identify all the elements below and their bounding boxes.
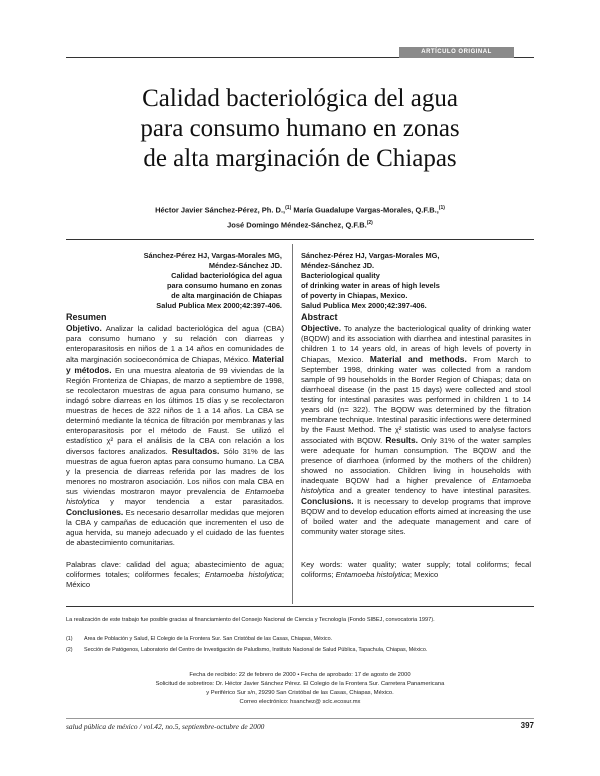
correspondence-line: y Periférico Sur s/n, 29290 San Cristóbal de las Casas, Chiapas, México. [206, 690, 394, 696]
title-line: de alta marginación de Chiapas [143, 145, 457, 172]
bottom-divider [66, 606, 534, 607]
affiliation-text: Area de Población y Salud, El Colegio de la Frontera Sur. San Cristóbal de las Casas, Chiapas, México. [84, 636, 333, 642]
citation-line: Salud Publica Mex 2000;42:397-406. [301, 301, 427, 310]
affiliation-marker: (1) [285, 205, 292, 211]
citation-line: para consumo humano en zonas [167, 281, 282, 290]
keywords-text: ; México [66, 570, 284, 589]
abstract-label: Resultados. [171, 446, 220, 456]
keywords-es [66, 560, 284, 590]
citation-line: Sánchez-Pérez HJ, Vargas-Morales MG, [143, 251, 282, 260]
abstract-label: Objective. [301, 323, 342, 333]
abstract-es [66, 312, 284, 548]
abstract-text: En una muestra aleatoria de 99 viviendas de la Región Fronteriza de Chiapas, de marzo a septiembre de 1998, se recolectaron muestras de agua para consumo humano, se indagó sobre diarreas en los últimos 15 días y se recolectaron muestras de heces de 322 niños de 1 a 14 años. La CBA se determinó mediante la técnica de filtración por membranas y las enteroparasitosis por el método de Faust. Se utilizó el estadístico χ² para el análisis de la CBA con relación a los diversos factores analizados. [66, 366, 284, 456]
abstract-text: It is necessary to develop programs that improve BQDW and to develop education efforts aimed at increasing the use of boiled water and the adequate management and care of community water storage sites. [301, 497, 531, 536]
citation-line: of drinking water in areas of high levels [301, 281, 440, 290]
dates-line: Fecha de recibido: 22 de febrero de 2000 • Fecha de aprobado: 17 de agosto de 2000 [189, 672, 411, 678]
author-name: José Domingo Méndez-Sánchez, Q.F.B. [227, 220, 367, 229]
keywords-label: Key words: [301, 560, 343, 569]
keywords-text: ; Mexico [409, 570, 439, 579]
abstract-text: Es necesario desarrollar medidas que mejoren la CBA y campañas de educación que incrementen el uso de agua hervida, su manejo adecuado y el cuidado de las fuentes de abastecimiento comunitarias. [66, 508, 284, 547]
abstract-text: From March to September 1998, drinking water was collected from a random sample of 99 households in the Border Region of Chiapas; data on diarrhoeal disease (in the past 15 days) were collected and stool testing for intestinal parasites was performed in children 1 to 14 years old (n= 322). The BQDW was determined by the filtration membrane technique. Intestinal parasitic infections were determined by the Faust Method. The χ² statistic was used to analyse factors associated with BQDW. [301, 355, 531, 445]
abstract-text: and a greater tendency to have intestinal parasites. [334, 486, 531, 495]
journal-footer: salud pública de méxico / vol.42, no.5, septiembre-octubre de 2000 [66, 722, 265, 731]
keywords-en [301, 560, 531, 580]
citation-line: Sánchez-Pérez HJ, Vargas-Morales MG, [301, 251, 440, 260]
citation-line: Méndez-Sánchez JD. [301, 261, 375, 270]
abstract-label: Results. [385, 435, 418, 445]
affiliation-text: Sección de Patógenos, Laboratorio del Centro de Investigación de Paludismo, Instituto Nacional de Salud Pública, Tapachula, Chiapas, México. [84, 647, 428, 653]
affiliation-row [66, 645, 534, 656]
author-name: María Guadalupe Vargas-Morales, Q.F.B., [291, 205, 439, 215]
citation-line: of poverty in Chiapas, Mexico. [301, 291, 408, 300]
section-tag: ARTÍCULO ORIGINAL [399, 47, 514, 58]
abstract-label: Material and methods. [369, 354, 467, 364]
abstract-text: Analizar la calidad bacteriológica del agua (CBA) para consumo humano y su relación con diarreas y enteroparasitosis en niños de 1 a 14 años en comunidades de alta marginación socioeconómica de Chiapas, México. [66, 324, 284, 364]
abstract-text: To analyze the bacteriological quality of drinking water (BQDW) and its association with diarrhea and intestinal parasites in children 1 to 14 years old, in areas of high levels of poverty in Chiapas, Mexico. [301, 324, 531, 364]
abstract-text: Sólo 31% de las muestras de agua fueron aptas para consumo humano. La CBA y la presencia de diarreas referida por las madres de los menores no mostraron asociación. Los niños con mala CBA en sus viviendas mostraron mayor prevalencia de [66, 447, 284, 496]
column-divider [292, 244, 293, 604]
citation-es [66, 251, 282, 311]
citation-line: Méndez-Sánchez JD. [208, 261, 282, 270]
abstract-text: Only 31% of the water samples were adequate for human consumption. The BQDW and the presence of diarrhoea (informed by the mothers of the children) showed no association. Children living in households with inadequate BQDW had a higher prevalence of [301, 436, 531, 485]
citation-en [301, 251, 531, 311]
title-line: Calidad bacteriológica del agua [142, 85, 458, 112]
affiliation-marker: (1) [438, 205, 445, 211]
article-title [80, 84, 520, 174]
citation-line: Calidad bacteriológica del agua [171, 271, 282, 280]
species-name: Entamoeba histolytica [301, 476, 531, 495]
abstract-en [301, 312, 531, 537]
keywords-label: Palabras clave: [66, 560, 122, 569]
funding-note: La realización de este trabajo fue posible gracias al financiamiento del Consejo Nacional de Ciencia y Tecnología (Fondo SIBEJ, convocatoria 1997). [66, 617, 435, 623]
top-divider [66, 239, 534, 240]
affiliation-marker: (2) [366, 219, 373, 226]
citation-line: de alta marginación de Chiapas [171, 291, 282, 300]
affiliation-number: (2) [66, 647, 73, 653]
affiliation-row [66, 634, 534, 645]
dates-correspondence [66, 671, 534, 707]
page-number: 397 [520, 721, 534, 730]
species-name: Entamoeba histolytica [204, 570, 282, 579]
abstract-text: y mayor tendencia a estar parasitados. [99, 497, 284, 506]
abstract-label: Conclusions. [301, 496, 354, 506]
species-name: Entamoeba histolytica [335, 570, 410, 579]
species-name: Entamoeba histolytica [66, 487, 284, 506]
affiliation-number: (1) [66, 636, 73, 642]
author-name: Héctor Javier Sánchez-Pérez, Ph. D., [155, 205, 286, 215]
abstract-label: Conclusiones. [66, 507, 124, 517]
footer-rule [66, 718, 534, 719]
abstract-label: Material y métodos. [66, 354, 284, 375]
author-list [60, 202, 540, 231]
keywords-text: water quality; water supply; total coliforms; fecal coliforms; [301, 560, 532, 579]
citation-line: Salud Publica Mex 2000;42:397-406. [156, 301, 282, 310]
abstract-heading: Resumen [66, 312, 107, 322]
abstract-label: Objetivo. [66, 323, 102, 333]
keywords-text: calidad del agua; abastecimiento de agua; coliformes totales; coliformes fecales; [66, 560, 285, 579]
citation-line: Bacteriological quality [301, 271, 380, 280]
affiliations [66, 634, 534, 656]
email-line: Correo electrónico: hsanchez@ sclc.ecosur.mx [239, 699, 361, 705]
correspondence-line: Solicitud de sobretiros: Dr. Héctor Javier Sánchez Pérez. El Colegio de la Frontera Sur. Carretera Panamericana [155, 681, 445, 687]
abstract-heading: Abstract [301, 312, 338, 322]
title-line: para consumo humano en zonas [140, 115, 460, 142]
